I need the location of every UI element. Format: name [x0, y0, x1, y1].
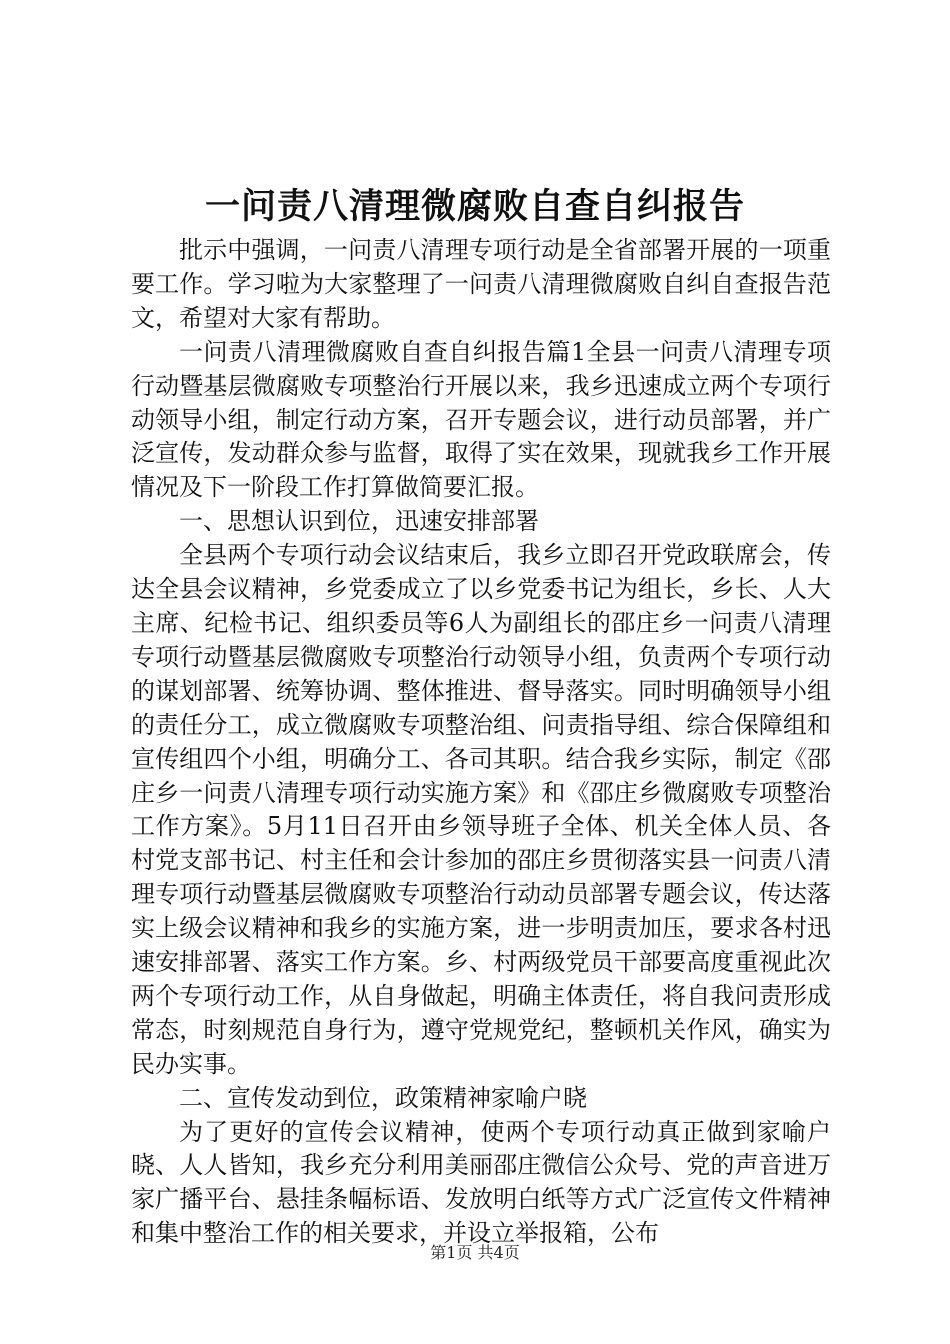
page-number-footer: 第1页 共4页	[430, 1243, 520, 1262]
section-heading-1: 一、思想认识到位，迅速安排部署	[179, 507, 539, 536]
paragraph-overview: 一问责八清理微腐败自查自纠报告篇1全县一问责八清理专项行动暨基层微腐败专项整治行开展以来，我乡迅速成立两个专项行动领导小组，制定行动方案，召开专题会议，进行动员部署，并广泛宣传，发动群众参与监督，取得了实在效果，现就我乡工作开展情况及下一阶段工作打算做简要汇报。	[131, 337, 831, 502]
document-body	[131, 234, 831, 1251]
section-heading-2: 二、宣传发动到位，政策精神家喻户晓	[179, 1083, 587, 1112]
paragraph-intro: 批示中强调，一问责八清理专项行动是全省部署开展的一项重要工作。学习啦为大家整理了一问责八清理微腐败自纠自查报告范文，希望对大家有帮助。	[131, 236, 831, 332]
document-title: 一问责八清理微腐败自查自纠报告	[204, 186, 745, 227]
paragraph-section-2: 为了更好的宣传会议精神，使两个专项行动真正做到家喻户晓、人人皆知，我乡充分利用美丽邵庄微信公众号、党的声音进万家广播平台、悬挂条幅标语、发放明白纸等方式广泛宣传文件精神和集中整治工作的相关要求，并设立举报箱，公布	[131, 1117, 831, 1248]
paragraph-section-1: 全县两个专项行动会议结束后，我乡立即召开党政联席会，传达全县会议精神，乡党委成立了以乡党委书记为组长，乡长、人大主席、纪检书记、组织委员等6人为副组长的邵庄乡一问责八清理专项行动暨基层微腐败专项整治行动领导小组，负责两个专项行动的谋划部署、统筹协调、整体推进、督导落实。同时明确领导小组的责任分工，成立微腐败专项整治组、问责指导组、综合保障组和宣传组四个小组，明确分工、各司其职。结合我乡实际，制定《邵庄乡一问责八清理专项行动实施方案》和《邵庄乡微腐败专项整治工作方案》。5月11日召开由乡领导班子全体、机关全体人员、各村党支部书记、村主任和会计参加的邵庄乡贯彻落实县一问责八清理专项行动暨基层微腐败专项整治行动动员部署专题会议，传达落实上级会议精神和我乡的实施方案，进一步明责加压，要求各村迅速安排部署、落实工作方案。乡、村两级党员干部要高度重视此次两个专项行动工作，从自身做起，明确主体责任，将自我问责形成常态，时刻规范自身行为，遵守党规党纪，整顿机关作风，确实为民办实事。	[131, 541, 831, 1078]
